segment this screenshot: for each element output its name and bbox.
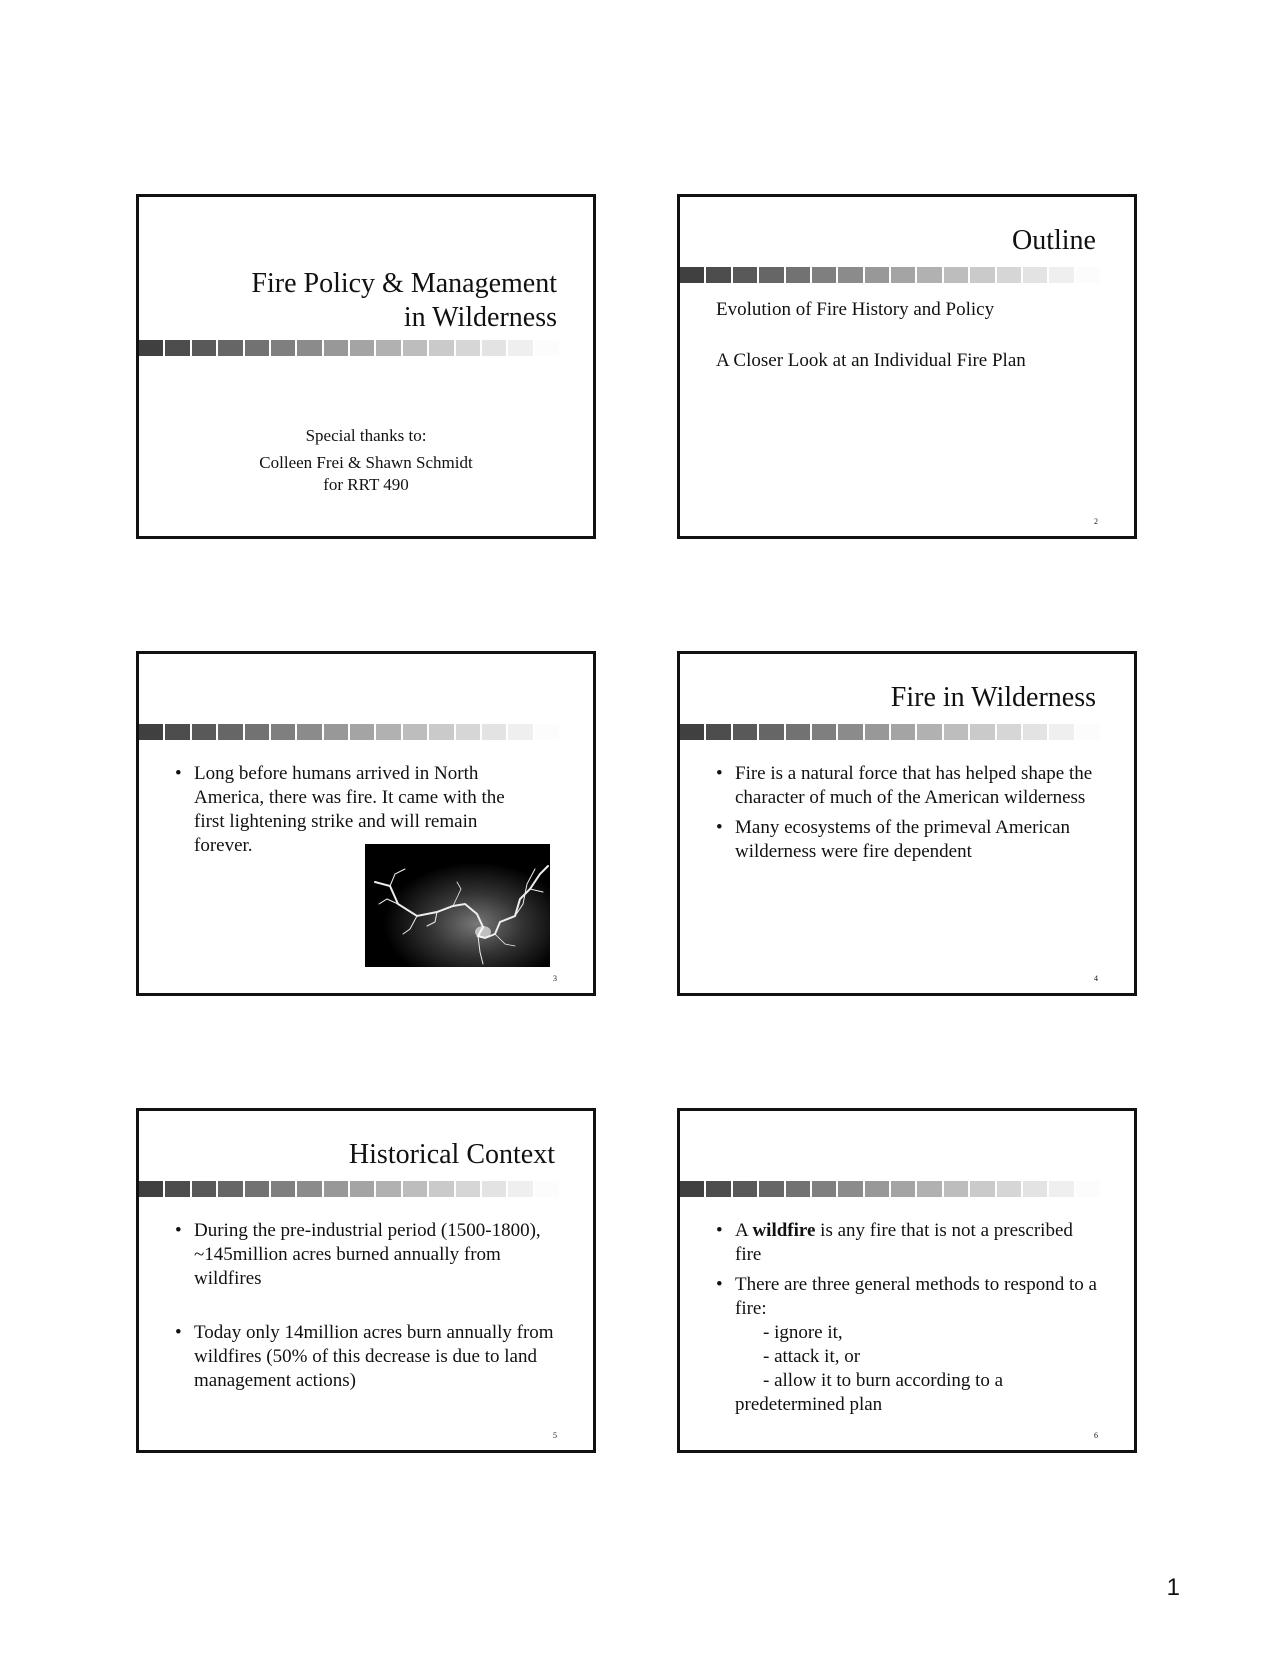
bar-segment [456, 340, 480, 356]
acknowledgements [139, 425, 593, 496]
bar-segment [324, 724, 348, 740]
bullet-item: • During the pre-industrial period (1500-1800), ~145million acres burned annually from wildfires [175, 1219, 557, 1291]
bullet-item: • Fire is a natural force that has helped shape the character of much of the American wilderness [716, 762, 1098, 810]
bar-segment [271, 340, 295, 356]
bar-segment [429, 1181, 453, 1197]
slide-title [251, 267, 557, 335]
bar-segment [429, 340, 453, 356]
bar-segment [786, 267, 810, 283]
bar-segment [733, 267, 757, 283]
bar-segment [970, 1181, 994, 1197]
bullet-item [716, 1273, 1098, 1417]
bar-segment [245, 724, 269, 740]
bullet-text: There are three general methods to respond to a fire: [735, 1274, 1097, 1319]
gradient-bar [139, 1181, 559, 1197]
bar-segment [1023, 1181, 1047, 1197]
bullet-text: A [735, 1220, 753, 1241]
bar-segment [297, 340, 321, 356]
gradient-bar [680, 724, 1100, 740]
bar-segment [891, 724, 915, 740]
bar-segment [1049, 1181, 1073, 1197]
bullet-item: • Many ecosystems of the primeval American wilderness were fire dependent [716, 816, 1098, 864]
gradient-bar [139, 724, 559, 740]
bullet-list [716, 1219, 1098, 1423]
outline-item: Evolution of Fire History and Policy [716, 299, 995, 320]
bar-segment [456, 1181, 480, 1197]
bar-segment [944, 1181, 968, 1197]
bar-segment [324, 340, 348, 356]
bullet-item: • Long before humans arrived in North America, there was fire. It came with the first lightening strike and will remain forever. [175, 762, 533, 858]
sub-option: - allow it to burn according to a [763, 1370, 1004, 1391]
bar-segment [891, 1181, 915, 1197]
bar-segment [812, 267, 836, 283]
outline-item: A Closer Look at an Individual Fire Plan [716, 350, 1026, 371]
bar-segment [456, 724, 480, 740]
bar-segment [350, 1181, 374, 1197]
bullet-list [716, 762, 1098, 870]
bullet-item: • Today only 14million acres burn annually from wildfires (50% of this decrease is due to land management actions) [175, 1321, 557, 1393]
slide-title: Historical Context [348, 1139, 555, 1170]
bar-segment [139, 724, 163, 740]
bar-segment [165, 340, 189, 356]
slide-number: 5 [553, 1431, 557, 1440]
bar-segment [535, 1181, 559, 1197]
bar-segment [733, 1181, 757, 1197]
bar-segment [350, 724, 374, 740]
bar-segment [271, 1181, 295, 1197]
bar-segment [218, 340, 242, 356]
lightning-photo [365, 844, 550, 967]
bar-segment [139, 1181, 163, 1197]
bar-segment [786, 724, 810, 740]
sub-option: - ignore it, [763, 1322, 843, 1343]
outline-list [716, 299, 1114, 401]
gradient-bar [680, 267, 1100, 283]
slide-number: 4 [1094, 974, 1098, 983]
bar-segment [535, 340, 559, 356]
bar-segment [970, 724, 994, 740]
bar-segment [706, 267, 730, 283]
bullet-text: predetermined plan [735, 1394, 883, 1415]
bar-segment [759, 724, 783, 740]
bar-segment [1049, 267, 1073, 283]
bar-segment [865, 724, 889, 740]
title-line-2: in Wilderness [403, 302, 557, 333]
bar-segment [271, 724, 295, 740]
bar-segment [759, 267, 783, 283]
bar-segment [917, 724, 941, 740]
sub-option: - attack it, or [763, 1346, 861, 1367]
bar-segment [865, 267, 889, 283]
bar-segment [838, 1181, 862, 1197]
bar-segment [865, 1181, 889, 1197]
bar-segment [733, 724, 757, 740]
slide-number: 3 [553, 974, 557, 983]
slide-number: 2 [1094, 517, 1098, 526]
thanks-line: for RRT 490 [323, 475, 409, 494]
bar-segment [680, 267, 704, 283]
bar-segment [297, 724, 321, 740]
bar-segment [376, 1181, 400, 1197]
bar-segment [192, 1181, 216, 1197]
bar-segment [759, 1181, 783, 1197]
bar-segment [680, 1181, 704, 1197]
slide-5 [136, 1108, 596, 1453]
bar-segment [245, 1181, 269, 1197]
bar-segment [403, 724, 427, 740]
bar-segment [944, 267, 968, 283]
bar-segment [139, 340, 163, 356]
bar-segment [812, 1181, 836, 1197]
bar-segment [680, 724, 704, 740]
bar-segment [786, 1181, 810, 1197]
bar-segment [376, 340, 400, 356]
bar-segment [324, 1181, 348, 1197]
bar-segment [1049, 724, 1073, 740]
bar-segment [429, 724, 453, 740]
gradient-bar [680, 1181, 1100, 1197]
bar-segment [997, 724, 1021, 740]
bar-segment [917, 1181, 941, 1197]
bar-segment [482, 1181, 506, 1197]
bar-segment [1076, 1181, 1100, 1197]
bar-segment [970, 267, 994, 283]
bar-segment [297, 1181, 321, 1197]
bar-segment [165, 1181, 189, 1197]
bold-term: wildfire [752, 1220, 816, 1241]
bar-segment [1076, 267, 1100, 283]
bar-segment [997, 267, 1021, 283]
bar-segment [535, 724, 559, 740]
bar-segment [1023, 267, 1047, 283]
slide-3 [136, 651, 596, 996]
slide-4 [677, 651, 1137, 996]
thanks-line: Special thanks to: [305, 426, 427, 445]
bar-segment [508, 1181, 532, 1197]
bar-segment [706, 1181, 730, 1197]
bar-segment [1076, 724, 1100, 740]
bar-segment [838, 267, 862, 283]
bar-segment [891, 267, 915, 283]
bar-segment [997, 1181, 1021, 1197]
bullet-text: is any fire that is not a prescribed fire [735, 1220, 1073, 1265]
bar-segment [838, 724, 862, 740]
bar-segment [706, 724, 730, 740]
slide-number: 6 [1094, 1431, 1098, 1440]
bar-segment [376, 724, 400, 740]
sheet-page-number: 1 [1166, 1574, 1180, 1601]
slide-2 [677, 194, 1137, 539]
slide-title: Fire in Wilderness [890, 682, 1096, 713]
bar-segment [218, 724, 242, 740]
bar-segment [508, 340, 532, 356]
bar-segment [165, 724, 189, 740]
bar-segment [482, 724, 506, 740]
bar-segment [245, 340, 269, 356]
title-line-1: Fire Policy & Management [251, 268, 557, 299]
slide-title: Outline [1012, 225, 1096, 256]
bar-segment [218, 1181, 242, 1197]
slide-6 [677, 1108, 1137, 1453]
thanks-line: Colleen Frei & Shawn Schmidt [259, 453, 473, 472]
bar-segment [350, 340, 374, 356]
bar-segment [944, 724, 968, 740]
bar-segment [917, 267, 941, 283]
slide-1 [136, 194, 596, 539]
bar-segment [192, 340, 216, 356]
bar-segment [482, 340, 506, 356]
bullet-list [175, 1219, 557, 1399]
bar-segment [508, 724, 532, 740]
bar-segment [812, 724, 836, 740]
gradient-bar [139, 340, 559, 356]
bar-segment [1023, 724, 1047, 740]
bar-segment [403, 340, 427, 356]
bar-segment [192, 724, 216, 740]
bullet-item [716, 1219, 1098, 1267]
bar-segment [403, 1181, 427, 1197]
